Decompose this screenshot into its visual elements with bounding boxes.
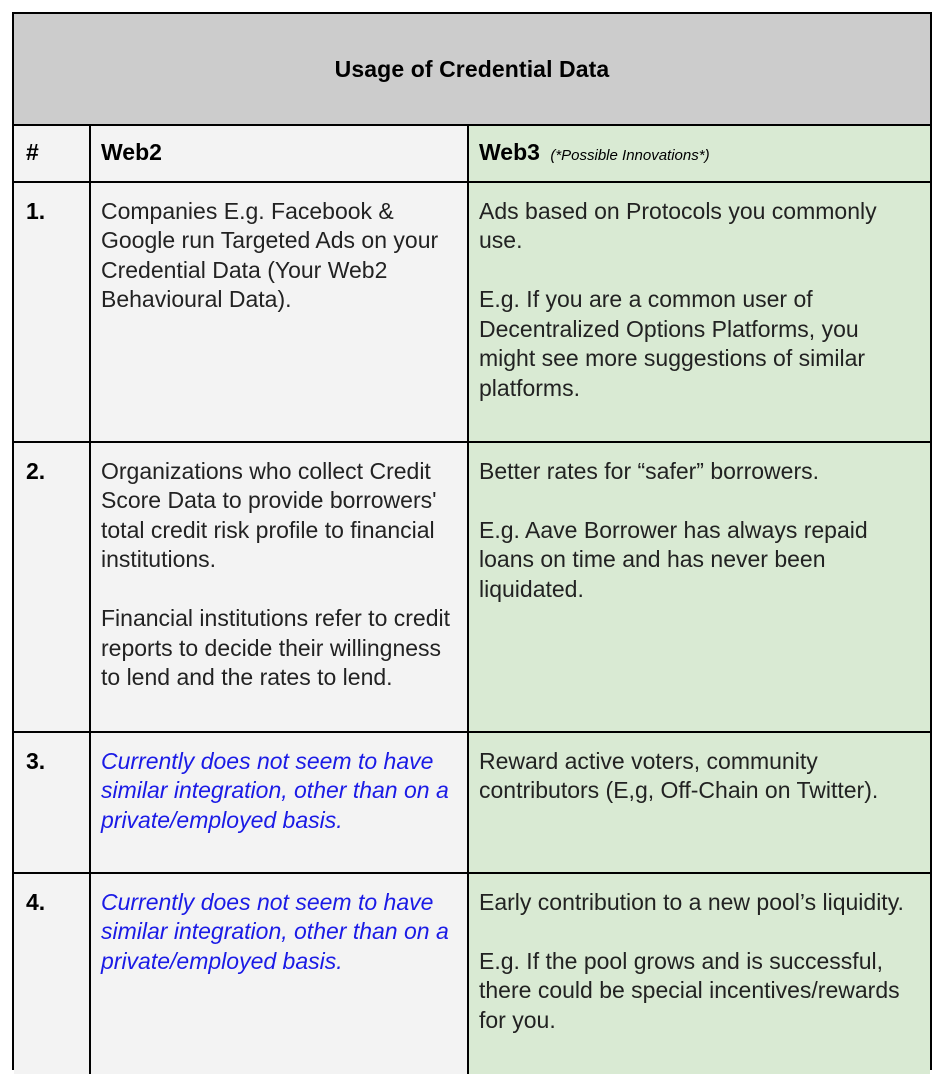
- credential-data-table-sheet: [12, 12, 932, 1070]
- web3-text: Better rates for “safer” borrowers.: [479, 457, 819, 484]
- web3-text: Reward active voters, community contributors (E,g, Off-Chain on Twitter).: [479, 747, 879, 803]
- header-web3-note: (*Possible Innovations*): [550, 147, 710, 164]
- web3-cell: [468, 732, 930, 873]
- web2-cell: [90, 442, 468, 732]
- header-row: [14, 126, 930, 182]
- web2-note: Currently does not seem to have similar integration, other than on a private/employed basis.: [101, 888, 449, 974]
- web2-text-2: Financial institutions refer to credit reports to decide their willingness to lend and the rates to lend.: [101, 605, 450, 690]
- web3-example: E.g. Aave Borrower has always repaid loans on time and has never been liquidated.: [479, 516, 868, 602]
- header-web2-cell: [90, 126, 468, 182]
- header-web2: Web2: [101, 139, 162, 165]
- table-row: [14, 732, 930, 873]
- web2-cell: [90, 732, 468, 873]
- header-web3: Web3: [479, 139, 540, 165]
- row-number: 1.: [14, 182, 90, 442]
- row-number: 3.: [14, 732, 90, 873]
- table-row: [14, 873, 930, 1074]
- header-num: #: [26, 139, 39, 165]
- web3-example: E.g. If you are a common user of Decentralized Options Platforms, you might see more suggestions of similar platforms.: [479, 286, 866, 401]
- web3-text: Early contribution to a new pool’s liquidity.: [479, 888, 904, 915]
- row-number: 4.: [14, 873, 90, 1074]
- credential-data-table: [14, 126, 930, 1074]
- web2-cell: [90, 182, 468, 442]
- web3-cell: [468, 442, 930, 732]
- web2-cell: [90, 873, 468, 1074]
- web2-text: Organizations who collect Credit Score Data to provide borrowers' total credit risk profile to financial institutions.: [101, 457, 437, 572]
- row-number: 2.: [14, 442, 90, 732]
- web2-text: Companies E.g. Facebook & Google run Targeted Ads on your Credential Data (Your Web2 Behavioural Data).: [101, 197, 439, 312]
- header-web3-cell: [468, 126, 930, 182]
- web3-cell: [468, 182, 930, 442]
- table-title: Usage of Credential Data: [334, 55, 610, 82]
- header-num-cell: [14, 126, 90, 182]
- web3-example: E.g. If the pool grows and is successful, there could be special incentives/rewards for you.: [479, 947, 900, 1033]
- web3-cell: [468, 873, 930, 1074]
- table-row: [14, 182, 930, 442]
- web2-note: Currently does not seem to have similar integration, other than on a private/employed basis.: [101, 747, 449, 833]
- table-title-bar: [14, 14, 930, 126]
- web3-text: Ads based on Protocols you commonly use.: [479, 197, 877, 253]
- table-row: [14, 442, 930, 732]
